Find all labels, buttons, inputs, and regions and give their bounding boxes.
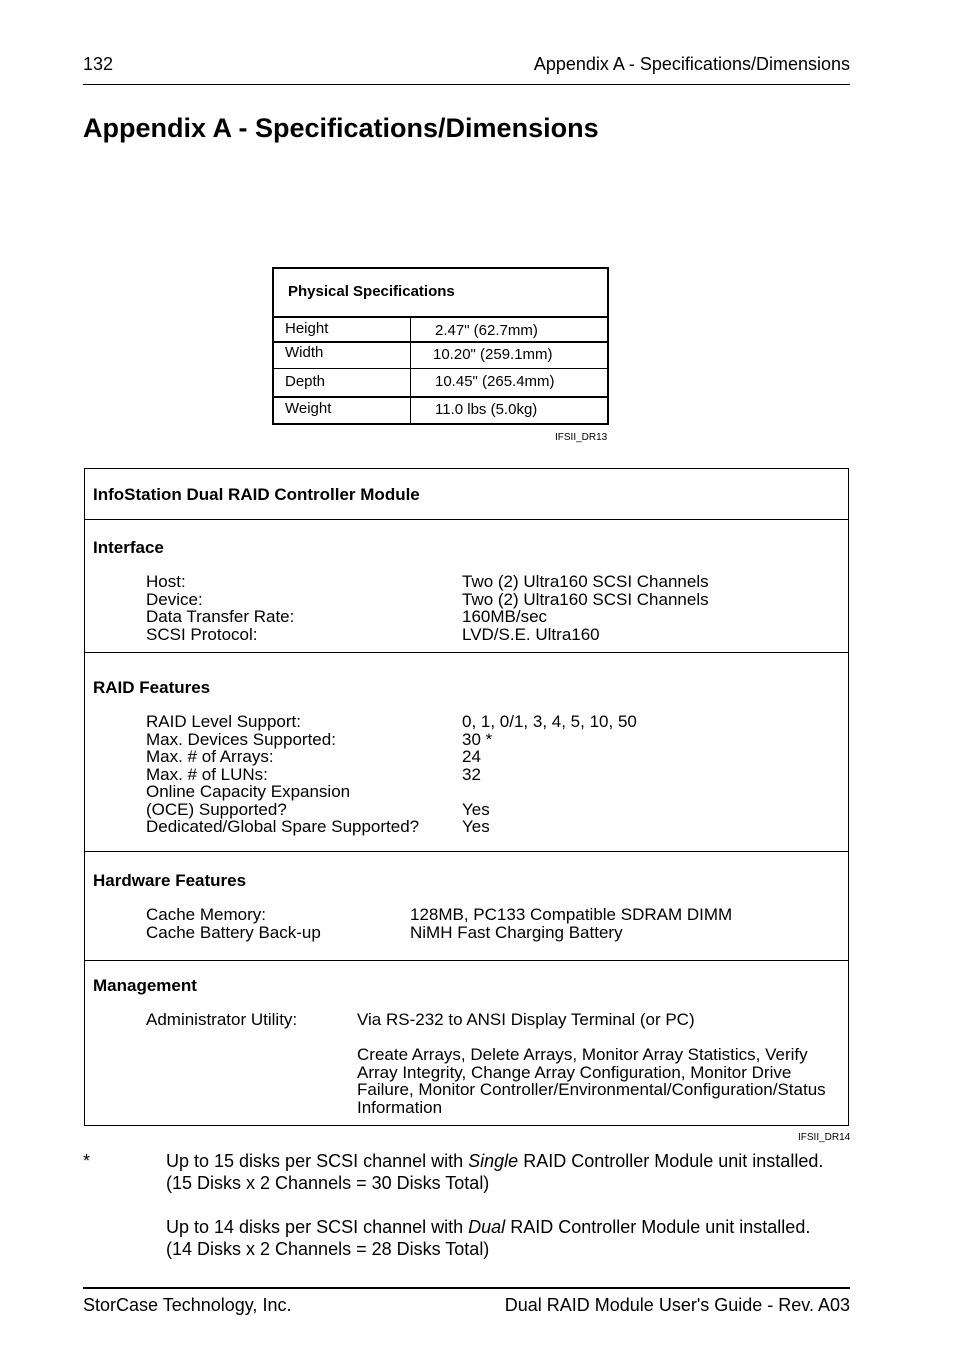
hardware-value: NiMH Fast Charging Battery (410, 922, 623, 942)
raid-value: 24 (462, 747, 481, 766)
interface-value: 160MB/sec (462, 607, 548, 626)
interface-label: Data Transfer Rate: (146, 607, 295, 626)
management-value: Via RS-232 to ANSI Display Terminal (or PC) (357, 1010, 695, 1029)
management-description: Create Arrays, Delete Arrays, Monitor Array Statistics, Verify Array Integrity, Change Array Configuration, Monitor Drive Failure, Monitor Controller/Environmental/Configuration/Status Information (357, 1045, 826, 1117)
footnote-line (166, 1151, 823, 1172)
spec-value-height: 2.47" (62.7mm) (435, 322, 538, 339)
section-heading-raid: RAID Features (93, 678, 211, 697)
footer-company: StorCase Technology, Inc. (83, 1295, 292, 1315)
table-divider (274, 316, 607, 318)
page-number: 132 (83, 54, 114, 74)
raid-label: Max. Devices Supported: (146, 729, 336, 749)
raid-value: Yes (462, 817, 490, 836)
header-rule (83, 84, 850, 85)
table-divider (274, 368, 607, 369)
raid-label: (OCE) Supported? (146, 799, 287, 819)
controller-specs-table (84, 468, 849, 1126)
raid-label: Online Capacity Expansion (146, 782, 351, 801)
spec-value-weight: 11.0 lbs (5.0kg) (435, 401, 538, 418)
interface-label: Device: (146, 589, 203, 609)
table-divider (274, 396, 607, 398)
spec-label-depth: Depth (285, 373, 326, 390)
section-heading-management: Management (93, 976, 197, 995)
footnote-line: (15 Disks x 2 Channels = 30 Disks Total) (166, 1173, 490, 1193)
interface-label: SCSI Protocol: (146, 624, 258, 644)
table-divider (274, 341, 607, 343)
footnote-text: Up to 14 disks per SCSI channel with (166, 1217, 469, 1237)
spec-value-depth: 10.45" (265.4mm) (435, 373, 555, 390)
running-title: Appendix A - Specifications/Dimensions (533, 54, 850, 74)
footnote-text: Up to 15 disks per SCSI channel with (166, 1151, 469, 1171)
table-column-divider (410, 317, 411, 423)
controller-title: InfoStation Dual RAID Controller Module (93, 485, 420, 504)
footnote-emphasis: Single (468, 1151, 519, 1171)
footnote-line: (14 Disks x 2 Channels = 28 Disks Total) (166, 1239, 490, 1259)
raid-value: 30 * (462, 729, 493, 749)
hardware-label: Cache Battery Back-up (146, 922, 321, 942)
hardware-label: Cache Memory: (146, 905, 266, 924)
figure-code: IFSII_DR14 (798, 1132, 851, 1143)
footnote-marker: * (83, 1151, 91, 1171)
page-title: Appendix A - Specifications/Dimensions (83, 113, 599, 143)
interface-label: Host: (146, 572, 186, 591)
interface-value: Two (2) Ultra160 SCSI Channels (462, 589, 709, 609)
raid-label: Max. # of Arrays: (146, 747, 274, 766)
spec-label-weight: Weight (285, 400, 332, 417)
footer-rule (83, 1287, 850, 1289)
raid-value: 32 (462, 764, 481, 784)
section-heading-hardware: Hardware Features (93, 871, 247, 890)
figure-code: IFSII_DR13 (555, 432, 608, 443)
physical-specs-table (272, 267, 609, 425)
section-divider (85, 960, 848, 961)
raid-label: Max. # of LUNs: (146, 764, 268, 784)
footnote-text: RAID Controller Module unit installed. (518, 1151, 824, 1171)
spec-value-width: 10.20" (259.1mm) (433, 346, 553, 363)
spec-label-height: Height (285, 320, 329, 337)
footnote-text: RAID Controller Module unit installed. (505, 1217, 811, 1237)
spec-label-width: Width (285, 344, 324, 361)
section-divider (85, 652, 848, 653)
physical-specs-title: Physical Specifications (288, 283, 455, 300)
interface-value: Two (2) Ultra160 SCSI Channels (462, 572, 709, 591)
footnote-emphasis: Dual (468, 1217, 506, 1237)
section-heading-interface: Interface (93, 538, 164, 557)
raid-label: Dedicated/Global Spare Supported? (146, 817, 420, 836)
management-label: Administrator Utility: (146, 1010, 298, 1029)
section-divider (85, 851, 848, 852)
footer-guide-title: Dual RAID Module User's Guide - Rev. A03 (504, 1295, 850, 1315)
section-divider (85, 519, 848, 520)
raid-value: Yes (462, 799, 490, 819)
raid-label: RAID Level Support: (146, 712, 301, 731)
raid-value: 0, 1, 0/1, 3, 4, 5, 10, 50 (462, 712, 637, 731)
footnote-line (166, 1217, 810, 1238)
hardware-value: 128MB, PC133 Compatible SDRAM DIMM (410, 905, 733, 924)
interface-value: LVD/S.E. Ultra160 (462, 624, 600, 644)
